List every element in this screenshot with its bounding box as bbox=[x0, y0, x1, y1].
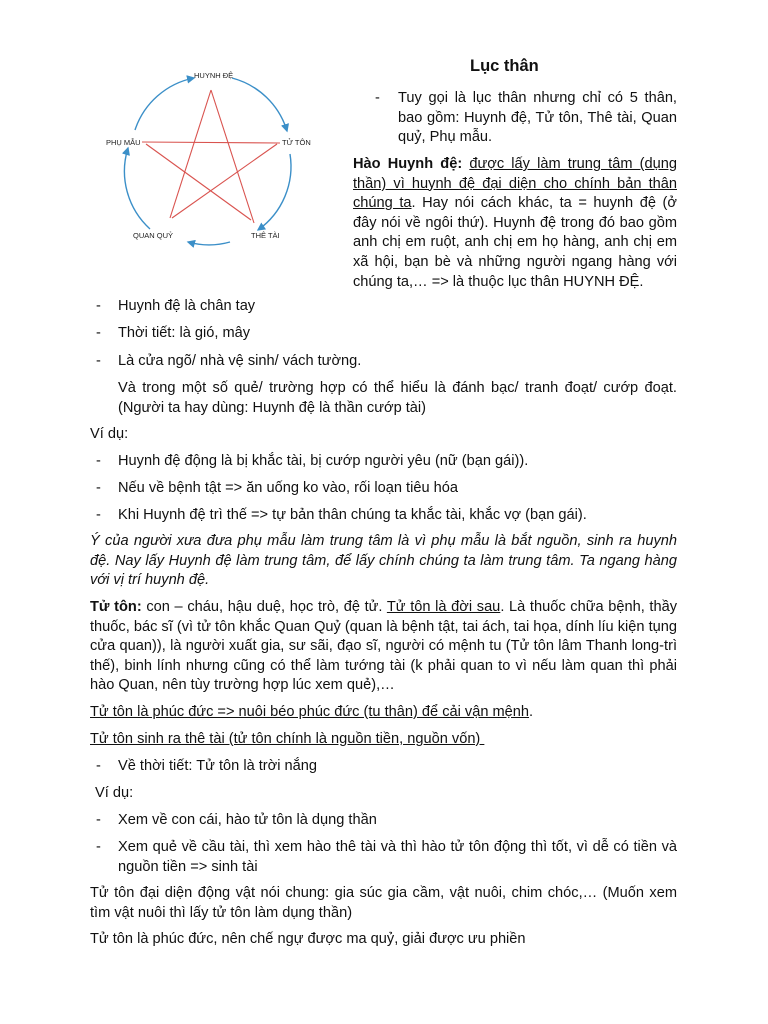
label-quan-quy: QUAN QUỶ bbox=[133, 231, 174, 240]
huynh-de-example: Khi Huynh đệ trì thế => tự bản thân chúng ta khắc tài, khắc vợ (bạn gái). bbox=[118, 507, 587, 523]
bullet-dash: - bbox=[96, 758, 101, 774]
label-tu-ton: TỬ TÔN bbox=[282, 138, 311, 147]
label-the-tai: THÊ TÀI bbox=[251, 231, 280, 240]
example-label: Ví dụ: bbox=[95, 785, 134, 801]
huynh-de-note: Và trong một số quẻ/ trường hợp có thể hiểu là đánh bạc/ tranh đoạt/ cướp đoạt. (Người ta hay dùng: Huynh đệ là thần cướp tài) bbox=[118, 380, 677, 416]
tu-ton-heading: Tử tôn: bbox=[90, 599, 142, 615]
tu-ton-underlined: Tử tôn là đời sau bbox=[386, 599, 501, 615]
tu-ton-text-1: con – cháu, hậu duệ, học trò, đệ tử. bbox=[141, 599, 387, 615]
huynh-de-bullet: Là cửa ngõ/ nhà vệ sinh/ vách tường. bbox=[118, 353, 362, 369]
tu-ton-paragraph bbox=[90, 598, 677, 696]
intro-bullet: Tuy gọi là lục thân nhưng chỉ có 5 thân, bao gồm: Huynh đệ, Tử tôn, Thê tài, Quan quỷ, Phụ mẫu. bbox=[398, 90, 677, 146]
tu-ton-phuc-duc-line bbox=[90, 703, 533, 723]
huynh-de-heading: Hào Huynh đệ: bbox=[353, 156, 463, 172]
page-title: Lục thân bbox=[470, 57, 539, 75]
tu-ton-sinh-line bbox=[90, 730, 484, 750]
tu-ton-sinh: Tử tôn sinh ra thê tài (tử tôn chính là nguồn tiền, nguồn vốn) bbox=[90, 731, 485, 747]
bullet-dash: - bbox=[96, 812, 101, 828]
huynh-de-text: . Hay nói cách khác, ta = huynh đệ (ở đây nói về ngôi thứ). Huynh đệ trong đó bao gồm anh chị em ruột, anh chị em họ hàng, anh chị em xã hội, bạn bè và những người ngang hàng với chúng ta,… => là thuộc lục thân HUYNH ĐỆ. bbox=[353, 195, 677, 290]
tu-ton-example: Xem quẻ về cầu tài, thì xem hào thê tài và thì hào tử tôn động thì tốt, vì dễ có tiền và nguồn tiền => sinh tài bbox=[118, 839, 677, 875]
luc-than-diagram bbox=[90, 52, 340, 252]
bullet-dash: - bbox=[96, 507, 101, 523]
tu-ton-phuc-duc: Tử tôn là phúc đức => nuôi béo phúc đức (tu thân) để cải vận mệnh bbox=[90, 704, 530, 720]
huynh-de-example: Huynh đệ động là bị khắc tài, bị cướp người yêu (nữ (bạn gái)). bbox=[118, 453, 529, 469]
huynh-de-example: Nếu về bệnh tật => ăn uống ko vào, rối loạn tiêu hóa bbox=[118, 480, 458, 496]
huynh-de-bullet: Thời tiết: là gió, mây bbox=[118, 325, 251, 341]
example-label: Ví dụ: bbox=[90, 426, 129, 442]
bullet-dash: - bbox=[96, 325, 101, 341]
tu-ton-animals: Tử tôn đại diện động vật nói chung: gia súc gia cầm, vật nuôi, chim chóc,… (Muốn xem tìm vật nuôi thì lấy tử tôn làm dụng thần) bbox=[90, 885, 677, 921]
bullet-dash: - bbox=[96, 839, 101, 855]
tu-ton-last: Tử tôn là phúc đức, nên chế ngự được ma quỷ, giải được ưu phiền bbox=[90, 931, 526, 947]
tu-ton-phuc-duc-end: . bbox=[529, 704, 534, 720]
tu-ton-bullet: Về thời tiết: Tử tôn là trời nắng bbox=[118, 758, 317, 774]
tu-ton-example: Xem về con cái, hào tử tôn là dụng thần bbox=[118, 812, 377, 828]
bullet-dash: - bbox=[375, 90, 380, 106]
bullet-dash: - bbox=[96, 298, 101, 314]
bullet-dash: - bbox=[96, 480, 101, 496]
label-phu-mau: PHỤ MẪU bbox=[106, 138, 141, 147]
star-lines bbox=[142, 90, 280, 223]
bullet-dash: - bbox=[96, 453, 101, 469]
label-huynh-de: HUYNH ĐỆ bbox=[194, 71, 234, 80]
cycle-arrows bbox=[124, 78, 291, 245]
tu-ton-text-2: . Là thuốc chữa bệnh, thầy thuốc, bác sĩ (vì tử tôn khắc Quan Quỷ (quan là bệnh tật, tai ách, tai họa, dính líu kiện tụng cửa quan)), là người xuất gia, sư sãi, đạo sĩ, người có mệnh tu (Tử tôn lâm Thanh long-trì thế), binh lính nhưng cũng có thể làm tướng tài (k phải quan to vì nếu làm quan thì phải hào Quan, nên tùy trường hợp lúc xem quẻ),… bbox=[90, 599, 678, 694]
huynh-de-paragraph bbox=[353, 155, 677, 292]
huynh-de-underlined: được lấy làm trung tâm (dụng thần) vì huynh đệ đại diện cho chính bản thân chúng ta bbox=[353, 156, 677, 212]
huynh-de-italic-note: Ý của người xưa đưa phụ mẫu làm trung tâm là vì phụ mẫu là bắt nguồn, sinh ra huynh đệ. Nay lấy Huynh đệ làm trung tâm, để lấy chính chúng ta làm trung tâm. Ta ngang hàng với vị trí huynh đệ. bbox=[90, 533, 677, 589]
bullet-dash: - bbox=[96, 353, 101, 369]
huynh-de-bullet: Huynh đệ là chân tay bbox=[118, 298, 256, 314]
